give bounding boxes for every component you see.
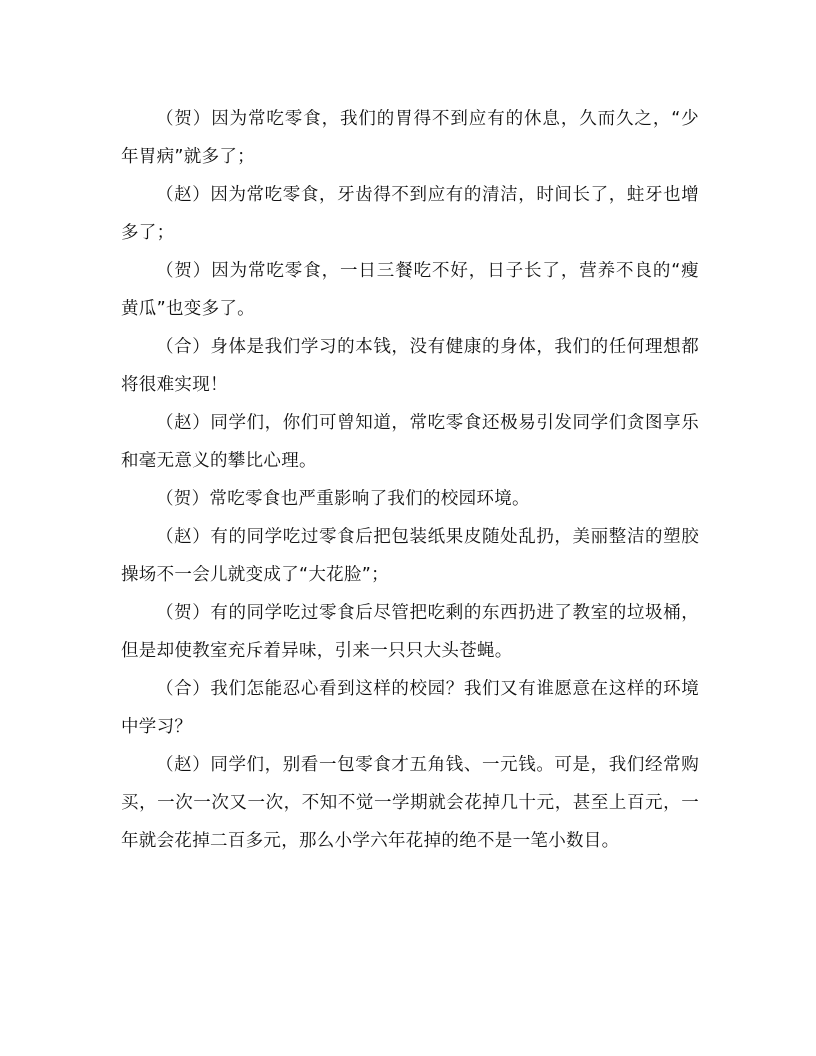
paragraph-5: （赵）同学们，你们可曾知道，常吃零食还极易引发同学们贪图享乐和毫无意义的攀比心理。 (121, 413, 699, 471)
paragraph-1: （贺）因为常吃零食，我们的胃得不到应有的休息，久而久之，“少年胃病”就多了； (121, 109, 699, 167)
paragraph-7: （赵）有的同学吃过零食后把包装纸果皮随处乱扔，美丽整洁的塑胶操场不一会儿就变成了“大花脸”； (121, 527, 699, 585)
paragraph-9: （合）我们怎能忍心看到这样的校园？我们又有谁愿意在这样的环境中学习？ (121, 679, 699, 737)
paragraph-10: （赵）同学们，别看一包零食才五角钱、一元钱。可是，我们经常购买，一次一次又一次，不知不觉一学期就会花掉几十元，甚至上百元，一年就会花掉二百多元，那么小学六年花掉的绝不是一笔小数目。 (121, 755, 699, 851)
paragraph-4: （合）身体是我们学习的本钱，没有健康的身体，我们的任何理想都将很难实现！ (121, 337, 699, 395)
paragraph-2: （赵）因为常吃零食，牙齿得不到应有的清洁，时间长了，蛀牙也增多了； (121, 185, 699, 243)
document-body (121, 100, 699, 860)
paragraph-3: （贺）因为常吃零食，一日三餐吃不好，日子长了，营养不良的“瘦黄瓜”也变多了。 (121, 261, 699, 319)
paragraph-6: （贺）常吃零食也严重影响了我们的校园环境。 (156, 489, 530, 509)
paragraph-8: （贺）有的同学吃过零食后尽管把吃剩的东西扔进了教室的垃圾桶，但是却使教室充斥着异味，引来一只只大头苍蝇。 (121, 603, 699, 661)
